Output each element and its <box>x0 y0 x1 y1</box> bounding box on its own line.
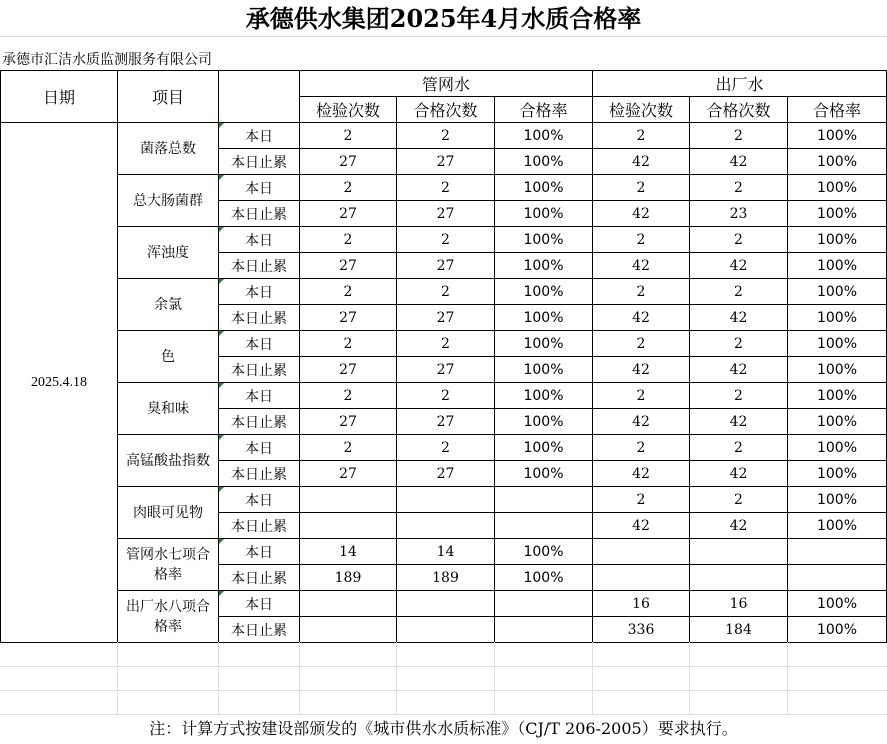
pipe-pass-rate-cell: 100% <box>495 253 593 279</box>
period-today: 本日 <box>219 123 300 149</box>
header-blank <box>219 71 300 97</box>
factory-pass-count-cell: 2 <box>690 331 788 357</box>
pipe-test-count-cell: 27 <box>300 149 397 175</box>
header-factory-test-count: 检验次数 <box>593 97 690 123</box>
factory-pass-rate-cell: 100% <box>788 123 887 149</box>
pipe-test-count-cell: 2 <box>300 435 397 461</box>
pipe-pass-count-cell <box>397 513 495 539</box>
pipe-test-count-cell: 189 <box>300 565 397 591</box>
pipe-pass-count-cell: 27 <box>397 409 495 435</box>
pipe-pass-rate-cell: 100% <box>495 201 593 227</box>
factory-pass-count-cell <box>690 539 788 565</box>
period-cumulative: 本日止累 <box>219 201 300 227</box>
factory-test-count-cell: 2 <box>593 227 690 253</box>
comment-marker <box>219 591 224 596</box>
factory-pass-rate-cell: 100% <box>788 175 887 201</box>
pipe-test-count-cell: 2 <box>300 279 397 305</box>
factory-pass-count-cell: 2 <box>690 175 788 201</box>
item-name: 余氯 <box>118 279 219 331</box>
header-pipe-pass-rate: 合格率 <box>495 97 593 123</box>
table-row <box>1 383 887 409</box>
pipe-pass-count-cell: 2 <box>397 175 495 201</box>
period-cumulative: 本日止累 <box>219 513 300 539</box>
pipe-test-count-cell: 27 <box>300 253 397 279</box>
comment-marker <box>219 435 224 440</box>
factory-test-count-cell: 2 <box>593 175 690 201</box>
factory-pass-rate-cell: 100% <box>788 201 887 227</box>
factory-pass-count-cell: 42 <box>690 253 788 279</box>
factory-test-count-cell: 2 <box>593 487 690 513</box>
item-name: 管网水七项合格率 <box>118 539 219 591</box>
header-date: 日期 <box>1 71 118 123</box>
report-title: 承德供水集团2025年4月水质合格率 <box>245 4 642 33</box>
factory-pass-rate-cell: 100% <box>788 617 887 643</box>
pipe-pass-count-cell <box>397 617 495 643</box>
factory-test-count-cell: 42 <box>593 409 690 435</box>
pipe-pass-rate-cell: 100% <box>495 123 593 149</box>
table-row <box>1 123 887 149</box>
pipe-pass-rate-cell <box>495 617 593 643</box>
factory-pass-rate-cell <box>788 539 887 565</box>
pipe-test-count-cell: 27 <box>300 461 397 487</box>
factory-pass-rate-cell: 100% <box>788 331 887 357</box>
pipe-test-count-cell <box>300 513 397 539</box>
factory-pass-count-cell: 42 <box>690 357 788 383</box>
factory-pass-count-cell: 16 <box>690 591 788 617</box>
factory-test-count-cell <box>593 539 690 565</box>
period-cumulative: 本日止累 <box>219 357 300 383</box>
pipe-pass-rate-cell <box>495 591 593 617</box>
header-item: 项目 <box>118 71 219 123</box>
factory-pass-rate-cell: 100% <box>788 513 887 539</box>
factory-test-count-cell: 2 <box>593 383 690 409</box>
period-cumulative: 本日止累 <box>219 565 300 591</box>
gridline <box>0 36 887 37</box>
period-cumulative: 本日止累 <box>219 253 300 279</box>
factory-test-count-cell: 42 <box>593 513 690 539</box>
factory-pass-count-cell: 42 <box>690 409 788 435</box>
table-row <box>1 279 887 305</box>
pipe-pass-count-cell: 27 <box>397 305 495 331</box>
pipe-pass-count-cell: 27 <box>397 149 495 175</box>
period-today: 本日 <box>219 591 300 617</box>
factory-pass-count-cell: 2 <box>690 487 788 513</box>
factory-pass-rate-cell: 100% <box>788 279 887 305</box>
factory-test-count-cell: 42 <box>593 357 690 383</box>
header-factory-pass-count: 合格次数 <box>690 97 788 123</box>
pipe-pass-rate-cell: 100% <box>495 409 593 435</box>
factory-test-count-cell: 336 <box>593 617 690 643</box>
factory-pass-count-cell <box>690 565 788 591</box>
pipe-test-count-cell: 2 <box>300 123 397 149</box>
factory-pass-count-cell: 42 <box>690 305 788 331</box>
factory-pass-count-cell: 184 <box>690 617 788 643</box>
pipe-pass-rate-cell: 100% <box>495 357 593 383</box>
factory-test-count-cell <box>593 565 690 591</box>
pipe-test-count-cell: 14 <box>300 539 397 565</box>
factory-pass-count-cell: 2 <box>690 435 788 461</box>
table-row <box>1 175 887 201</box>
quality-table <box>0 70 887 643</box>
header-factory-pass-rate: 合格率 <box>788 97 887 123</box>
table-row <box>1 539 887 565</box>
item-name: 总大肠菌群 <box>118 175 219 227</box>
period-today: 本日 <box>219 435 300 461</box>
item-name: 高锰酸盐指数 <box>118 435 219 487</box>
comment-marker <box>219 175 224 180</box>
factory-test-count-cell: 2 <box>593 435 690 461</box>
pipe-test-count-cell <box>300 591 397 617</box>
pipe-pass-rate-cell: 100% <box>495 461 593 487</box>
factory-test-count-cell: 42 <box>593 253 690 279</box>
pipe-test-count-cell: 2 <box>300 331 397 357</box>
date-cell: 2025.4.18 <box>1 123 118 643</box>
factory-pass-count-cell: 42 <box>690 149 788 175</box>
header-pipe-pass-count: 合格次数 <box>397 97 495 123</box>
factory-pass-rate-cell: 100% <box>788 253 887 279</box>
comment-marker <box>219 331 224 336</box>
pipe-test-count-cell: 2 <box>300 175 397 201</box>
table-row <box>1 227 887 253</box>
factory-pass-count-cell: 2 <box>690 123 788 149</box>
pipe-pass-count-cell: 27 <box>397 201 495 227</box>
comment-marker <box>219 123 224 128</box>
comment-marker <box>219 227 224 232</box>
header-blank <box>219 97 300 123</box>
pipe-pass-count-cell: 2 <box>397 383 495 409</box>
factory-pass-rate-cell: 100% <box>788 435 887 461</box>
pipe-pass-rate-cell: 100% <box>495 383 593 409</box>
factory-pass-rate-cell: 100% <box>788 227 887 253</box>
pipe-pass-count-cell: 2 <box>397 435 495 461</box>
factory-test-count-cell: 2 <box>593 331 690 357</box>
comment-marker <box>219 487 224 492</box>
pipe-pass-count-cell: 2 <box>397 227 495 253</box>
pipe-pass-count-cell: 27 <box>397 461 495 487</box>
factory-pass-rate-cell: 100% <box>788 149 887 175</box>
pipe-test-count-cell: 2 <box>300 383 397 409</box>
table-row <box>1 435 887 461</box>
footnote: 注：计算方式按建设部颁发的《城市供水水质标准》（CJ/T 206-2005）要求执行。 <box>149 719 738 738</box>
period-cumulative: 本日止累 <box>219 149 300 175</box>
pipe-test-count-cell: 27 <box>300 201 397 227</box>
pipe-test-count-cell: 27 <box>300 409 397 435</box>
period-today: 本日 <box>219 539 300 565</box>
factory-pass-rate-cell: 100% <box>788 357 887 383</box>
item-name: 浑浊度 <box>118 227 219 279</box>
pipe-pass-count-cell: 2 <box>397 123 495 149</box>
item-name: 色 <box>118 331 219 383</box>
factory-pass-rate-cell: 100% <box>788 409 887 435</box>
period-cumulative: 本日止累 <box>219 305 300 331</box>
pipe-pass-count-cell: 14 <box>397 539 495 565</box>
pipe-pass-rate-cell: 100% <box>495 149 593 175</box>
factory-pass-count-cell: 42 <box>690 461 788 487</box>
pipe-pass-rate-cell: 100% <box>495 565 593 591</box>
pipe-test-count-cell: 2 <box>300 227 397 253</box>
pipe-pass-count-cell <box>397 591 495 617</box>
pipe-pass-count-cell: 27 <box>397 253 495 279</box>
factory-pass-count-cell: 2 <box>690 227 788 253</box>
factory-pass-count-cell: 23 <box>690 201 788 227</box>
factory-test-count-cell: 16 <box>593 591 690 617</box>
factory-test-count-cell: 2 <box>593 279 690 305</box>
pipe-pass-rate-cell <box>495 513 593 539</box>
pipe-test-count-cell: 27 <box>300 305 397 331</box>
factory-test-count-cell: 42 <box>593 201 690 227</box>
period-today: 本日 <box>219 227 300 253</box>
pipe-test-count-cell <box>300 487 397 513</box>
pipe-test-count-cell <box>300 617 397 643</box>
factory-pass-rate-cell: 100% <box>788 383 887 409</box>
factory-test-count-cell: 2 <box>593 123 690 149</box>
pipe-pass-rate-cell: 100% <box>495 175 593 201</box>
factory-test-count-cell: 42 <box>593 149 690 175</box>
comment-marker <box>219 383 224 388</box>
factory-pass-rate-cell: 100% <box>788 487 887 513</box>
company-name: 承德市汇洁水质监测服务有限公司 <box>2 52 212 68</box>
table-row <box>1 591 887 617</box>
pipe-pass-rate-cell <box>495 487 593 513</box>
pipe-pass-count-cell: 2 <box>397 331 495 357</box>
item-name: 菌落总数 <box>118 123 219 175</box>
comment-marker <box>219 279 224 284</box>
pipe-pass-rate-cell: 100% <box>495 435 593 461</box>
header-pipe-test-count: 检验次数 <box>300 97 397 123</box>
factory-pass-rate-cell <box>788 565 887 591</box>
pipe-test-count-cell: 27 <box>300 357 397 383</box>
table-row <box>1 331 887 357</box>
period-cumulative: 本日止累 <box>219 461 300 487</box>
period-today: 本日 <box>219 331 300 357</box>
item-name: 臭和味 <box>118 383 219 435</box>
period-cumulative: 本日止累 <box>219 617 300 643</box>
comment-marker <box>219 539 224 544</box>
factory-test-count-cell: 42 <box>593 461 690 487</box>
pipe-pass-count-cell: 189 <box>397 565 495 591</box>
item-name: 出厂水八项合格率 <box>118 591 219 643</box>
header-factory: 出厂水 <box>593 71 887 97</box>
factory-pass-count-cell: 42 <box>690 513 788 539</box>
period-today: 本日 <box>219 383 300 409</box>
factory-pass-rate-cell: 100% <box>788 461 887 487</box>
factory-pass-count-cell: 2 <box>690 279 788 305</box>
pipe-pass-rate-cell: 100% <box>495 305 593 331</box>
pipe-pass-rate-cell: 100% <box>495 279 593 305</box>
period-today: 本日 <box>219 175 300 201</box>
factory-test-count-cell: 42 <box>593 305 690 331</box>
item-name: 肉眼可见物 <box>118 487 219 539</box>
pipe-pass-rate-cell: 100% <box>495 331 593 357</box>
header-pipe-network: 管网水 <box>300 71 593 97</box>
period-cumulative: 本日止累 <box>219 409 300 435</box>
pipe-pass-count-cell: 2 <box>397 279 495 305</box>
factory-pass-count-cell: 2 <box>690 383 788 409</box>
factory-pass-rate-cell: 100% <box>788 305 887 331</box>
pipe-pass-rate-cell: 100% <box>495 539 593 565</box>
period-today: 本日 <box>219 279 300 305</box>
pipe-pass-count-cell: 27 <box>397 357 495 383</box>
pipe-pass-rate-cell: 100% <box>495 227 593 253</box>
pipe-pass-count-cell <box>397 487 495 513</box>
factory-pass-rate-cell: 100% <box>788 591 887 617</box>
table-row <box>1 487 887 513</box>
period-today: 本日 <box>219 487 300 513</box>
